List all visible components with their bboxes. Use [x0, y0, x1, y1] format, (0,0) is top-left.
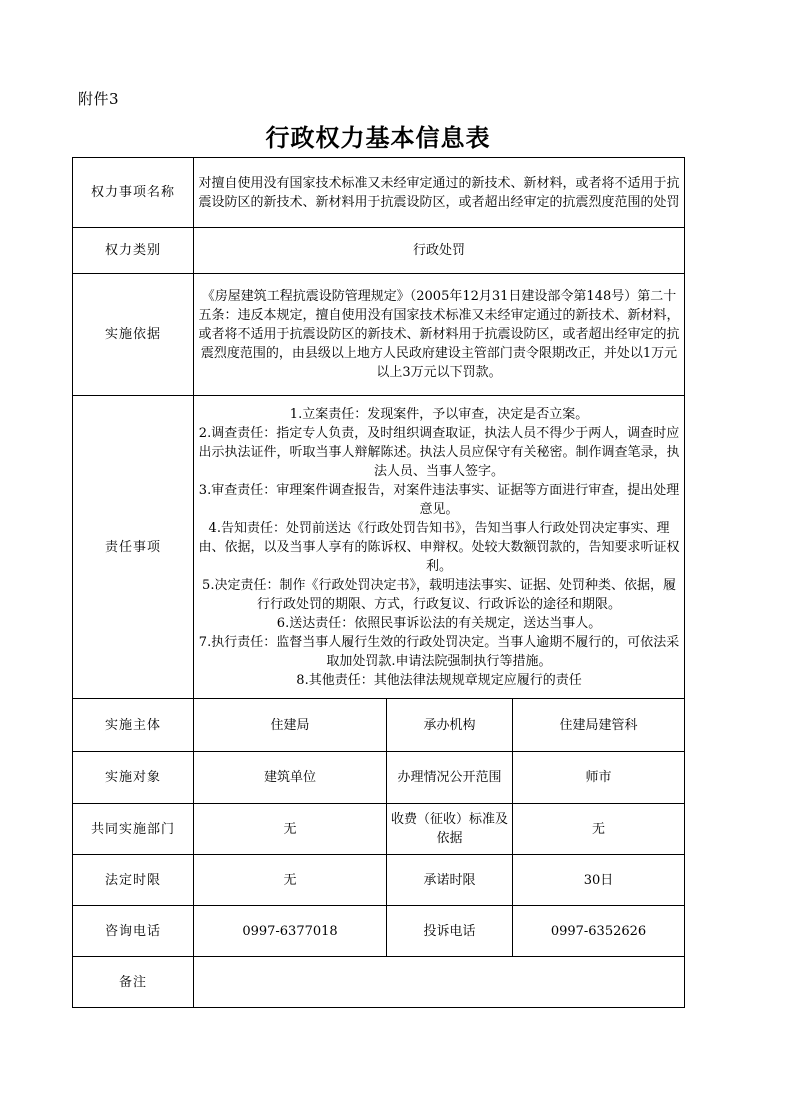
agency-label: 承办机构: [387, 699, 513, 752]
basis-label: 实施依据: [73, 274, 194, 396]
disclosure-scope-value: 师市: [513, 752, 685, 804]
consult-phone-value: 0997-6377018: [194, 906, 387, 957]
info-table: [72, 157, 685, 1008]
responsibility-item: 6.送达责任：依照民事诉讼法的有关规定，送达当事人。: [276, 615, 602, 631]
row-joint: [73, 804, 685, 855]
basis-value: 《房屋建筑工程抗震设防管理规定》（2005年12月31日建设部令第148号）第二十五条：违反本规定，擅自使用没有国家技术标准又未经审定通过的新技术、新材料，或者将不适用于抗震设防区的新技术、新材料用于抗震设防区，或者超出经审定的抗震烈度范围的，由县级以上地方人民政府建设主管部门责令限期改正，并处以1万元以上3万元以下罚款。: [194, 274, 685, 396]
row-power-category: [73, 228, 685, 274]
legal-time-limit-label: 法定时限: [73, 855, 194, 906]
complaint-phone-label: 投诉电话: [387, 906, 513, 957]
promised-time-limit-label: 承诺时限: [387, 855, 513, 906]
row-remark: [73, 957, 685, 1008]
responsibility-item: 7.执行责任：监督当事人履行生效的行政处罚决定。当事人逾期不履行的，可依法采取加处罚款.申请法院强制执行等措施。: [198, 634, 680, 669]
joint-department-value: 无: [194, 804, 387, 855]
row-basis: [73, 274, 685, 396]
responsibility-label: 责任事项: [73, 396, 194, 699]
responsibility-list: [194, 396, 685, 699]
power-category-value: 行政处罚: [194, 228, 685, 274]
consult-phone-label: 咨询电话: [73, 906, 194, 957]
row-responsibility: [73, 396, 685, 699]
row-target: [73, 752, 685, 804]
joint-department-label: 共同实施部门: [73, 804, 194, 855]
row-subject: [73, 699, 685, 752]
responsibility-item: 4.告知责任：处罚前送达《行政处罚告知书》，告知当事人行政处罚决定事实、理由、依据，以及当事人享有的陈诉权、申辩权。处较大数额罚款的，告知要求听证权利。: [198, 520, 680, 574]
promised-time-limit-value: 30日: [513, 855, 685, 906]
page-title: 行政权力基本信息表: [265, 123, 491, 152]
disclosure-scope-label: 办理情况公开范围: [387, 752, 513, 804]
responsibility-item: 2.调查责任：指定专人负责，及时组织调查取证，执法人员不得少于两人，调查时应出示执法证件，听取当事人辩解陈述。执法人员应保守有关秘密。制作调查笔录，执法人员、当事人签字。: [198, 425, 680, 479]
legal-time-limit-value: 无: [194, 855, 387, 906]
responsibility-item: 8.其他责任：其他法律法规规章规定应履行的责任: [296, 672, 582, 688]
power-name-label: 权力事项名称: [73, 158, 194, 228]
fee-standard-label: 收费（征收）标准及依据: [387, 804, 513, 855]
row-power-name: [73, 158, 685, 228]
remark-value: [194, 957, 685, 1008]
target-label: 实施对象: [73, 752, 194, 804]
responsibility-item: 3.审查责任：审理案件调查报告，对案件违法事实、证据等方面进行审查，提出处理意见。: [198, 482, 680, 517]
responsibility-item: 1.立案责任：发现案件，予以审查，决定是否立案。: [289, 406, 589, 422]
row-phone: [73, 906, 685, 957]
fee-standard-value: 无: [513, 804, 685, 855]
power-category-label: 权力类别: [73, 228, 194, 274]
power-name-value: 对擅自使用没有国家技术标准又未经审定通过的新技术、新材料，或者将不适用于抗震设防区的新技术、新材料用于抗震设防区，或者超出经审定的抗震烈度范围的处罚: [194, 158, 685, 228]
attachment-label: 附件3: [78, 90, 120, 108]
agency-value: 住建局建管科: [513, 699, 685, 752]
remark-label: 备注: [73, 957, 194, 1008]
subject-value: 住建局: [194, 699, 387, 752]
complaint-phone-value: 0997-6352626: [513, 906, 685, 957]
subject-label: 实施主体: [73, 699, 194, 752]
responsibility-item: 5.决定责任：制作《行政处罚决定书》，载明违法事实、证据、处罚种类、依据，履行行政处罚的期限、方式，行政复议、行政诉讼的途径和期限。: [202, 577, 676, 612]
target-value: 建筑单位: [194, 752, 387, 804]
row-time-limit: [73, 855, 685, 906]
